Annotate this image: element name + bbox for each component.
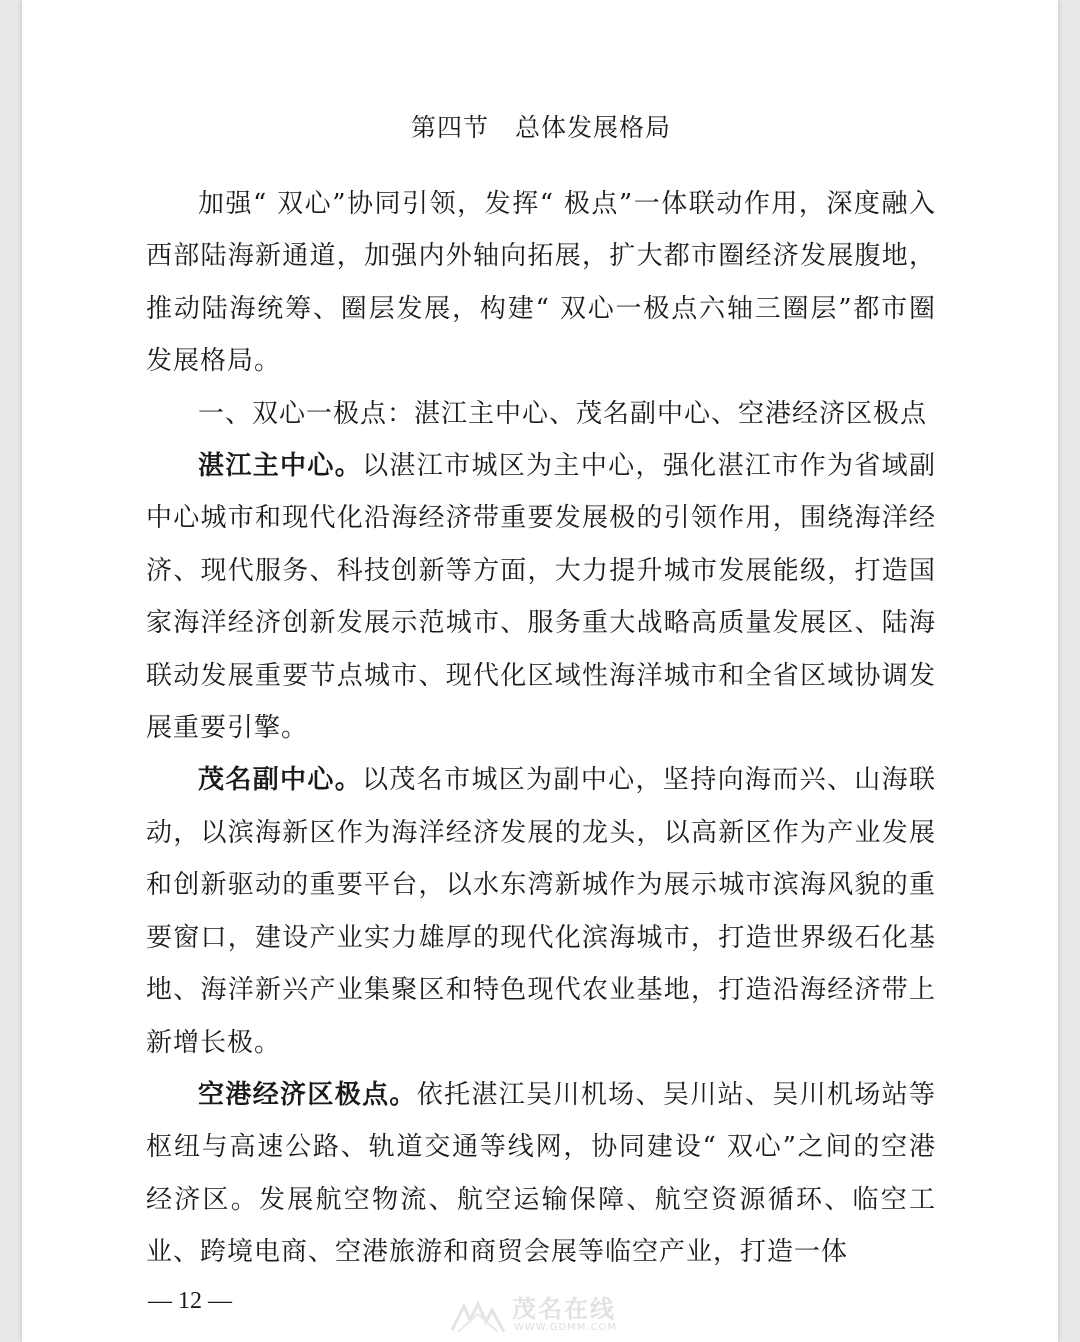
intro-paragraph [146, 178, 936, 388]
watermark-name: 茂名在线 [512, 1295, 616, 1323]
watermark-logo-icon [448, 1300, 508, 1336]
maoming-paragraph [146, 754, 936, 1068]
paragraph-lead: 湛江主中心。 [198, 451, 363, 482]
zhanjiang-paragraph [146, 440, 936, 754]
paragraph-text: 以茂名市城区为副中心，坚持向海而兴、山海联动，以滨海新区作为海洋经济发展的龙头，以高新区作为产业发展和创新驱动的重要平台，以水东湾新城作为展示城市滨海风貌的重要窗口，建设产业实力雄厚的现代化滨海城市，打造世界级石化基地、海洋新兴产业集聚区和特色现代农业基地，打造沿海经济带上新增长极。 [146, 765, 936, 1058]
paragraph-lead: 茂名副中心。 [198, 765, 363, 796]
document-page [22, 0, 1058, 1342]
paragraph-text: 依托湛江吴川机场、吴川站、吴川机场站等枢纽与高速公路、轨道交通等线网，协同建设“ 双心”之间的空港经济区。发展航空物流、航空运输保障、航空资源循环、临空工业、跨境电商、空港旅游和商贸会展等临空产业，打造一体 [146, 1079, 936, 1268]
page-number: — 12 — [148, 1288, 232, 1314]
section-title: 第四节 总体发展格局 [410, 113, 671, 142]
heading-text: 一、双心一极点：湛江主中心、茂名副中心、空港经济区极点 [198, 398, 928, 429]
airport-zone-paragraph [146, 1069, 936, 1279]
paragraph-text: 以湛江市城区为主中心，强化湛江市作为省域副中心城市和现代化沿海经济带重要发展极的引领作用，围绕海洋经济、现代服务、科技创新等方面，大力提升城市发展能级，打造国家海洋经济创新发展示范城市、服务重大战略高质量发展区、陆海联动发展重要节点城市、现代化区域性海洋城市和全省区域协调发展重要引擎。 [146, 451, 936, 744]
body-text [146, 178, 936, 1279]
paragraph-lead: 空港经济区极点。 [198, 1079, 417, 1110]
paragraph-text: 加强“ 双心”协同引领，发挥“ 极点”一体联动作用，深度融入西部陆海新通道，加强内外轴向拓展，扩大都市圈经济发展腹地，推动陆海统筹、圈层发展，构建“ 双心一极点六轴三圈层”都市圈发展格局。 [146, 189, 936, 377]
watermark-url: WWW.GDMM.COM [514, 1322, 618, 1333]
subsection-heading [146, 388, 936, 440]
watermark [448, 1296, 648, 1340]
